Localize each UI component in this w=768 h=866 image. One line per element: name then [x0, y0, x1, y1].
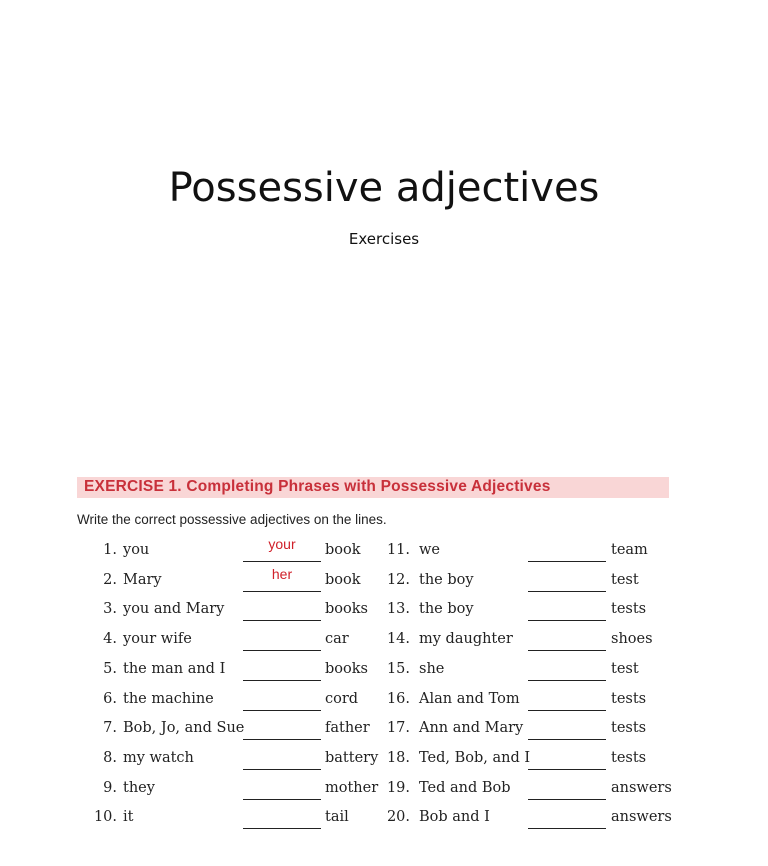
answer-blank[interactable] — [528, 601, 606, 621]
page-subtitle: Exercises — [348, 230, 420, 248]
item-subject: my watch — [123, 749, 194, 766]
answer-blank[interactable] — [528, 750, 606, 770]
item-noun: tail — [325, 809, 349, 826]
item-number: 8. — [103, 749, 117, 766]
item-noun: test — [611, 571, 639, 588]
item-noun: tests — [611, 720, 647, 737]
item-number: 7. — [103, 720, 117, 737]
answer-blank[interactable] — [243, 565, 321, 592]
item-number: 19. — [386, 779, 410, 796]
item-subject: we — [419, 542, 440, 558]
item-noun: mother — [325, 779, 379, 796]
item-number: 12. — [386, 571, 410, 588]
answer-blank[interactable] — [528, 631, 606, 651]
exercise-heading: EXERCISE 1. Completing Phrases with Possessive Adjectives — [84, 478, 551, 495]
answer-blank[interactable] — [528, 661, 606, 681]
item-subject: Ann and Mary — [419, 720, 524, 737]
item-subject: she — [419, 660, 445, 677]
item-subject: Ted, Bob, and I — [419, 749, 531, 766]
handwritten-answer: your — [268, 536, 296, 552]
item-subject: Ted and Bob — [419, 779, 511, 796]
answer-blank[interactable] — [528, 809, 606, 829]
item-subject: you and Mary — [123, 601, 225, 618]
item-subject: Bob, Jo, and Sue — [123, 720, 245, 737]
answer-blank[interactable] — [243, 661, 321, 681]
item-subject: you — [123, 542, 150, 558]
item-noun: book — [325, 571, 361, 588]
item-noun: books — [325, 601, 368, 618]
item-number: 13. — [386, 601, 410, 618]
item-number: 5. — [103, 660, 117, 677]
answer-blank[interactable] — [243, 750, 321, 770]
item-noun: shoes — [611, 631, 653, 648]
answer-blank[interactable] — [528, 542, 606, 562]
answer-blank[interactable] — [243, 631, 321, 651]
item-subject: my daughter — [419, 631, 513, 648]
item-subject: it — [123, 809, 134, 826]
item-noun: answers — [611, 809, 672, 826]
item-subject: they — [123, 779, 155, 796]
item-subject: Bob and I — [419, 809, 490, 826]
handwritten-answer: her — [271, 565, 293, 582]
item-number: 2. — [103, 571, 117, 588]
item-noun: cord — [325, 690, 359, 707]
page-title: Possessive adjectives — [168, 165, 600, 211]
item-subject: the boy — [419, 601, 474, 618]
item-noun: book — [325, 542, 361, 558]
item-subject: Alan and Tom — [419, 690, 520, 707]
item-number: 1. — [103, 542, 117, 558]
answer-blank[interactable] — [243, 809, 321, 829]
exercise-instruction: Write the correct possessive adjectives on the lines. — [77, 512, 387, 527]
item-noun: answers — [611, 779, 672, 796]
answer-blank[interactable] — [528, 572, 606, 592]
item-number: 3. — [103, 601, 117, 618]
item-number: 6. — [103, 690, 117, 707]
item-noun: car — [325, 631, 349, 648]
item-noun: team — [611, 542, 648, 558]
item-number: 14. — [386, 631, 410, 648]
item-number: 18. — [386, 749, 410, 766]
answer-blank[interactable] — [528, 780, 606, 800]
answer-blank[interactable] — [243, 780, 321, 800]
answer-blank[interactable] — [243, 536, 321, 562]
item-subject: the machine — [123, 690, 214, 707]
item-noun: tests — [611, 601, 647, 618]
item-number: 9. — [103, 779, 117, 796]
item-subject: the boy — [419, 571, 474, 588]
item-subject: your wife — [123, 631, 192, 648]
answer-blank[interactable] — [528, 720, 606, 740]
answer-blank[interactable] — [243, 691, 321, 711]
item-noun: books — [325, 660, 368, 677]
item-number: 17. — [386, 720, 410, 737]
item-number: 20. — [386, 809, 410, 826]
item-number: 4. — [103, 631, 117, 648]
item-noun: test — [611, 660, 639, 677]
item-number: 11. — [386, 542, 410, 558]
answer-blank[interactable] — [243, 720, 321, 740]
item-number: 10. — [93, 809, 117, 826]
answer-blank[interactable] — [528, 691, 606, 711]
item-noun: tests — [611, 749, 647, 766]
item-number: 15. — [386, 660, 410, 677]
item-subject: the man and I — [123, 660, 226, 677]
answer-blank[interactable] — [243, 601, 321, 621]
item-subject: Mary — [123, 571, 162, 588]
item-noun: father — [325, 720, 370, 737]
item-noun: battery — [325, 749, 379, 766]
item-number: 16. — [386, 690, 410, 707]
item-noun: tests — [611, 690, 647, 707]
